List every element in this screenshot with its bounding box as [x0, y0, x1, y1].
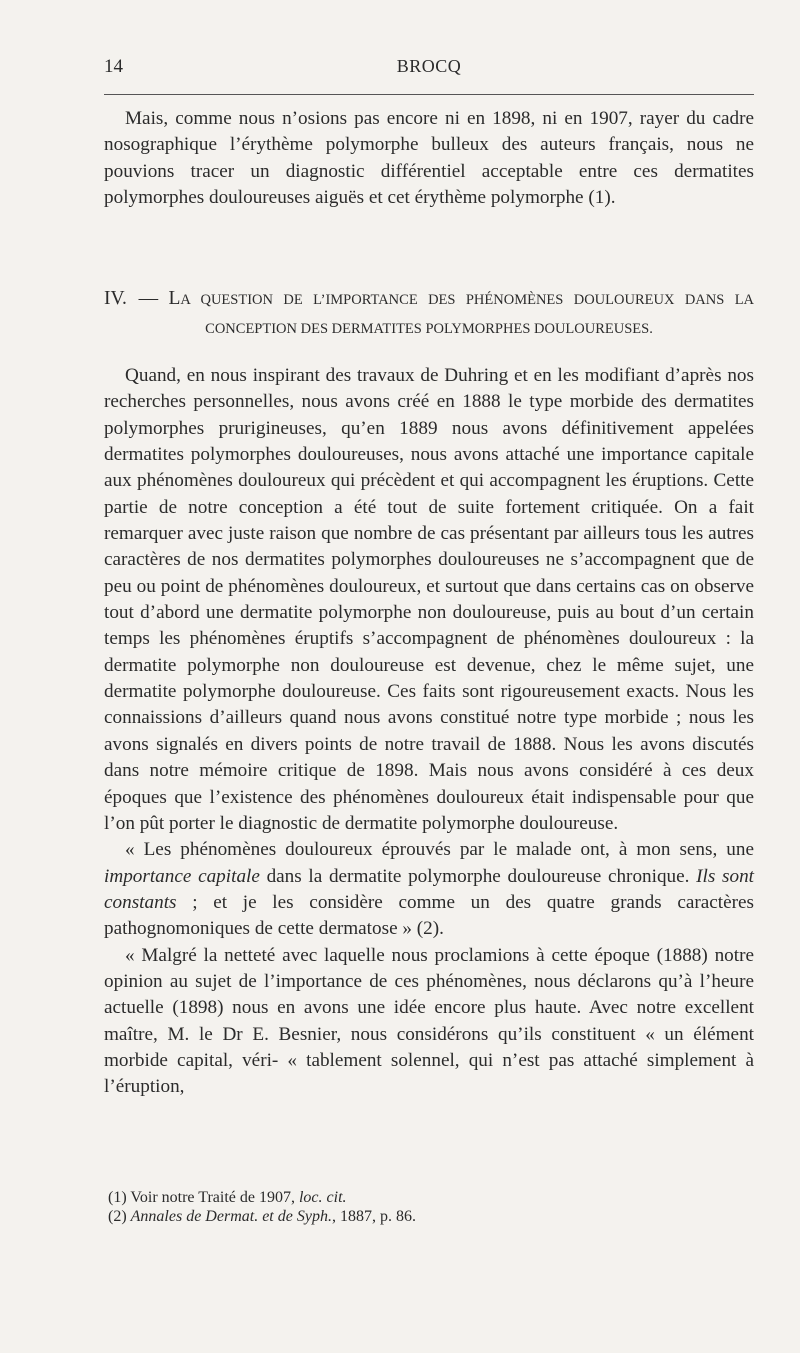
footnote-2-mark: (2)	[108, 1208, 127, 1225]
section-heading	[104, 284, 754, 344]
section-initial-capital: L	[168, 288, 181, 309]
paragraph-2-end: ; et je les considère comme un des quatre grands caractères pathognomoniques de cette dermatose » (2).	[104, 891, 754, 940]
page-number: 14	[104, 56, 123, 77]
footnote-2	[104, 1207, 754, 1226]
section-title-part-2: CONCEPTION DES DERMATITES POLYMORPHES DOULOUREUSES.	[205, 321, 653, 337]
intro-paragraph: Mais, comme nous n’osions pas encore ni en 1898, ni en 1907, rayer du cadre nosographique l’érythème polymorphe bulleux des auteurs français, nous ne pouvions tracer un diagnostic différentiel acceptable entre ces dermatites polymorphes douloureuses aiguës et cet érythème polymorphe (1).	[104, 108, 754, 209]
section-title-part-1: A QUESTION DE L’IMPORTANCE DES PHÉNOMÈNES DOULOUREUX DANS LA	[180, 292, 755, 308]
paragraph-3: « Malgré la netteté avec laquelle nous proclamions à cette époque (1888) notre opinion au sujet de l’importance de ces phénomènes, nous déclarons qu’à l’heure actuelle (1898) nous en avons une idée encore plus haute. Avec notre excellent maître, M. le Dr E. Besnier, nous considérons qu’ils constituent « un élément morbide capital, véri- « tablement solennel, qui n’est pas attaché simplement à l’éruption,	[104, 944, 754, 1098]
paragraph-2-italic-1: importance capitale	[104, 865, 260, 887]
footnote-1	[104, 1188, 754, 1207]
footnote-1-mark: (1)	[108, 1189, 127, 1206]
section-numeral: IV. —	[104, 288, 159, 309]
section-heading-line-1	[104, 284, 754, 315]
intro-text	[104, 106, 754, 212]
paragraph-2-start: « Les phénomènes douloureux éprouvés par le malade ont, à mon sens, une	[125, 839, 754, 861]
paragraph-2-middle: dans la dermatite polymorphe douloureuse chronique.	[259, 865, 697, 887]
running-head: BROCQ	[396, 56, 462, 76]
footnote-1-text: Voir notre Traité de 1907,	[130, 1189, 299, 1206]
paragraph-1: Quand, en nous inspirant des travaux de Duhring et en les modifiant d’après nos recherches personnelles, nous avons créé en 1888 le type morbide des dermatites polymorphes prurigineuses, qu’en 1889 nous avons définitivement appelées dermatites polymorphes douloureuses, nous avons attaché une importance capitale aux phénomènes douloureux qui précèdent et qui accompagnent les éruptions. Cette partie de notre conception a été tout de suite fortement critiquée. On a fait remarquer avec juste raison que nombre de cas présentant par ailleurs tous les autres caractères de nos dermatites polymorphes douloureuses ne s’accompagnent que de peu ou point de phénomènes douloureux, et surtout que dans certains cas on observe tout d’abord une dermatite polymorphe non douloureuse, puis au bout d’un certain temps les phénomènes éruptifs s’accompagnent de phénomènes douloureux : la dermatite polymorphe non douloureuse est devenue, chez le même sujet, une dermatite polymorphe douloureuse. Ces faits sont rigoureusement exacts. Nous les connaissions d’ailleurs quand nous avons constitué notre type morbide ; nous les avons signalés en divers points de notre travail de 1888. Nous les avons discutés dans notre mémoire critique de 1898. Mais nous avons considéré à ces deux époques que l’existence des phénomènes douloureux était indispensable pour que l’on pût porter le diagnostic de dermatite polymorphe douloureuse.	[104, 365, 754, 834]
footnote-2-italic: Annales de Dermat. et de Syph.	[130, 1208, 332, 1225]
footnotes	[104, 1188, 754, 1226]
footnote-2-text: , 1887, p. 86.	[331, 1208, 416, 1225]
main-text	[104, 363, 754, 1101]
page-header	[104, 56, 754, 86]
header-rule	[104, 94, 754, 95]
paragraph-2-italic-2: Ils sont constants	[104, 865, 754, 913]
footnote-1-italic: loc. cit.	[298, 1189, 347, 1206]
paragraph-2	[104, 837, 754, 942]
